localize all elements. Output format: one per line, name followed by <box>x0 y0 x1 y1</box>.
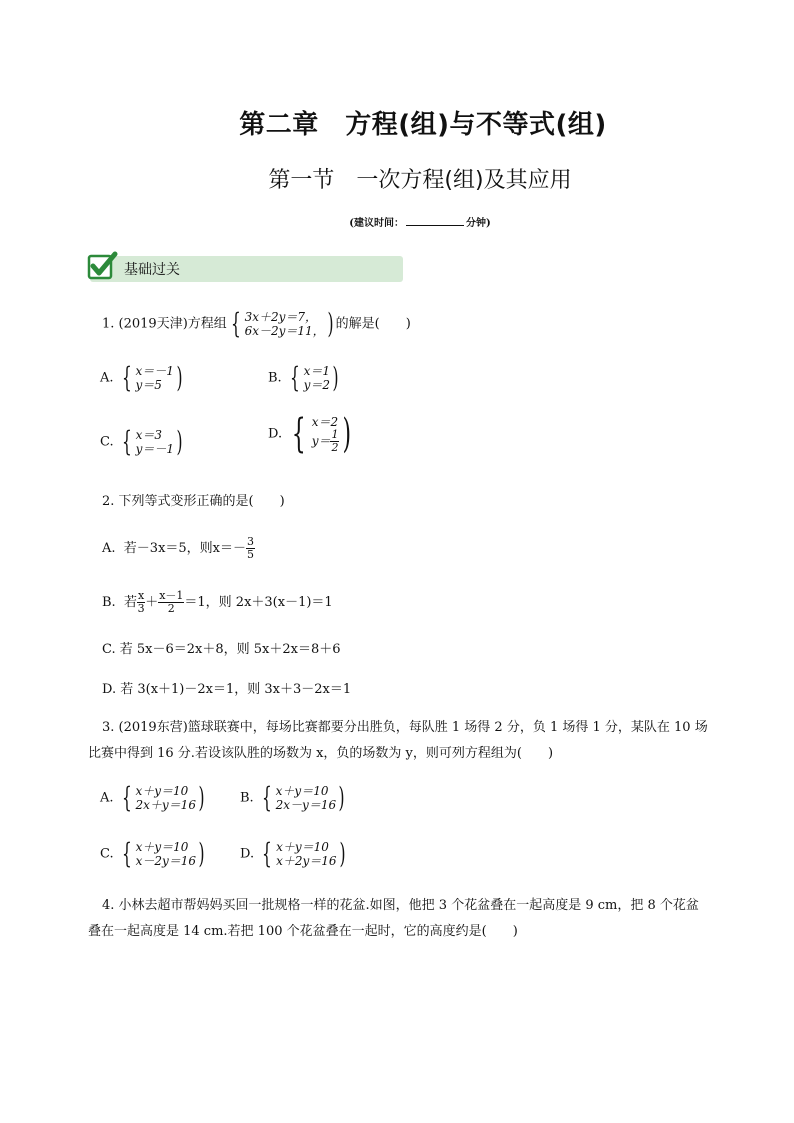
q1-option-a: A. { x＝－1 y＝5 ) <box>100 361 183 394</box>
question-2-stem: 2. 下列等式变形正确的是( ) <box>102 494 285 509</box>
q2-option-a: A. 若－3x＝5，则x＝－ $\frac{3}{5}$ <box>102 535 255 561</box>
q2-option-b: B. 若 $\frac{x}{3}$ ＋ $\frac{x-1}{2}$ ＝1，则 2x＋3(x－1)＝1 <box>102 589 333 615</box>
question-3-line2: 比赛中得到 16 分.若设该队胜的场数为 x，负的场数为 y，则可列方程组为( ) <box>88 746 554 761</box>
q1-option-d: D. { x＝2 y＝ $\frac{1}{2}$ ) <box>268 411 352 457</box>
q3-option-b: B. { x＋y＝10 2x－y＝16 ) <box>240 781 345 814</box>
time-blank <box>406 225 464 226</box>
q3-option-d: D. { x＋y＝10 x＋2y＝16 ) <box>240 837 345 870</box>
question-4-line2: 叠在一起高度是 14 cm.若把 100 个花盆叠在一起时，它的高度约是( ) <box>88 924 518 939</box>
section-title: 第一节 一次方程(组)及其应用 <box>268 168 572 193</box>
q1-stem-prefix: 1. (2019天津)方程组 <box>102 316 227 332</box>
q1-eq1: 3x＋2y＝7， <box>244 310 318 324</box>
q3-option-a: A. { x＋y＝10 2x＋y＝16 ) <box>100 781 205 814</box>
suggested-time <box>0 214 794 229</box>
q2-option-c: C. 若 5x－6＝2x＋8，则 5x＋2x＝8＋6 <box>102 642 341 657</box>
q1-stem-suffix: 的解是( ) <box>335 316 411 332</box>
q1-option-b: B. { x＝1 y＝2 ) <box>268 361 339 394</box>
question-3-line1: 3. (2019东营)篮球联赛中，每场比赛都要分出胜负，每队胜 1 场得 2 分，负 1 场得 1 分，某队在 10 场 <box>102 720 708 735</box>
q1-eq2: 6x－2y＝11， <box>244 324 325 338</box>
q2-option-d: D. 若 3(x＋1)－2x＝1，则 3x＋3－2x＝1 <box>102 682 352 697</box>
q3-option-c: C. { x＋y＝10 x－2y＝16 ) <box>100 837 205 870</box>
q1-system: { 3x＋2y＝7， 6x－2y＝11， ) <box>230 307 334 340</box>
question-1 <box>102 307 411 340</box>
time-prefix: (建议时间： <box>349 218 404 229</box>
banner-label: 基础过关 <box>124 262 180 278</box>
time-suffix: 分钟) <box>466 218 491 229</box>
q1-option-c: C. { x＝3 y＝－1 ) <box>100 425 183 458</box>
checkmark-icon <box>86 250 118 282</box>
chapter-title: 第二章 方程(组)与不等式(组) <box>239 110 607 140</box>
question-4-line1: 4. 小林去超市帮妈妈买回一批规格一样的花盆.如图，他把 3 个花盆叠在一起高度是 9 cm，把 8 个花盆 <box>102 898 699 913</box>
